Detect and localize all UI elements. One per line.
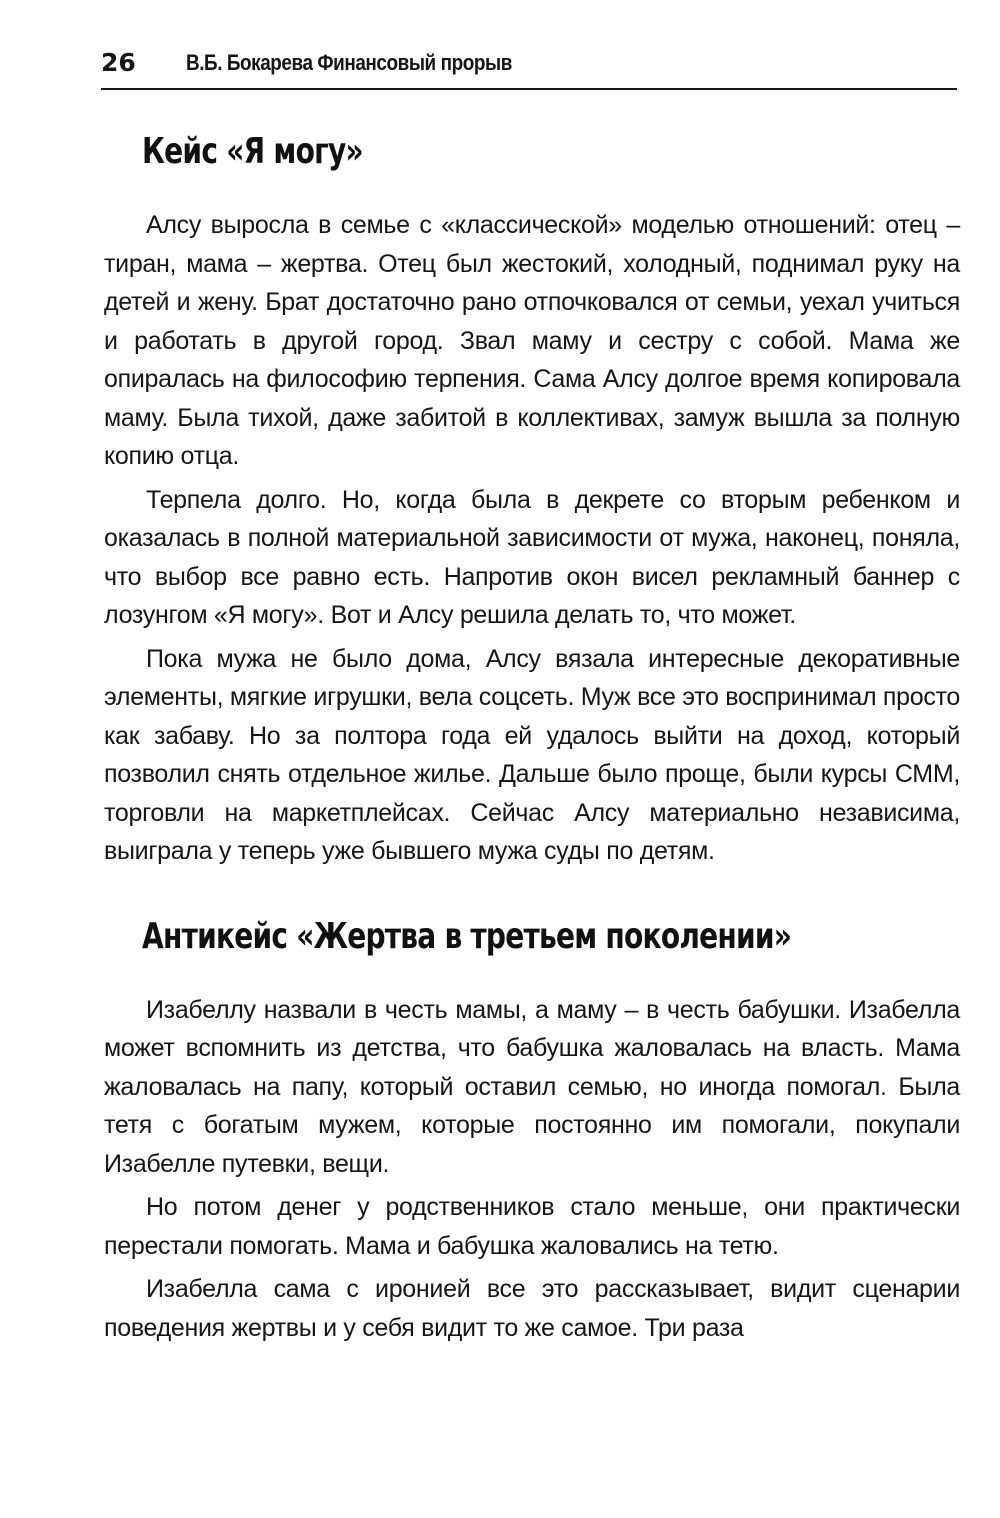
paragraph: Но потом денег у родственников стало меньше, они практически перестали помогать. Мама и бабушка жаловались на тетю. — [104, 1193, 960, 1260]
section-case-i-can — [104, 130, 960, 871]
paragraph: Пока мужа не было дома, Алсу вязала интересные декоративные элементы, мягкие игрушки, вела соцсеть. Муж все это воспринимал просто как забаву. Но за полтора года ей удалось выйти на доход, который позволил снять отдельное жилье. Дальше было проще, были курсы СММ, торговли на маркетплейсах. Сейчас Алсу материально независима, выиграла у теперь уже бывшего мужа суды по детям. — [104, 644, 960, 865]
section-anticase-victim — [104, 915, 960, 1348]
page-number: 26 — [101, 48, 136, 77]
section-heading: Антикейс «Жертва в третьем поколении» — [142, 915, 792, 957]
paragraph: Изабелла сама с иронией все это рассказывает, видит сценарии поведения жертвы и у себя видит то же самое. Три раза — [104, 1275, 960, 1342]
running-title: В.Б. Бокарева Финансовый прорыв — [185, 50, 512, 75]
paragraph: Алсу выросла в семье с «классической» моделью отношений: отец – тиран, мама – жертва. Отец был жестокий, холодный, поднимал руку на детей и жену. Брат достаточно рано отпочковался от семьи, уехал учиться и работать в другой город. Звал маму и сестру с собой. Мама же опиралась на философию терпения. Сама Алсу долгое время копировала маму. Была тихой, даже забитой в коллективах, замуж вышла за полную копию отца. — [104, 211, 960, 470]
page-content — [104, 130, 960, 1352]
paragraph: Терпела долго. Но, когда была в декрете со вторым ребенком и оказалась в полной материальной зависимости от мужа, наконец, поняла, что выбор все равно есть. Напротив окон висел рекламный баннер с лозунгом «Я могу». Вот и Алсу решила делать то, что может. — [104, 485, 960, 629]
section-heading: Кейс «Я могу» — [142, 131, 363, 172]
running-head — [101, 48, 957, 90]
paragraph: Изабеллу назвали в честь мамы, а маму – в честь бабушки. Изабелла может вспомнить из детства, что бабушка жаловалась на власть. Мама жаловалась на папу, который оставил семью, но иногда помогал. Была тетя с богатым мужем, которые постоянно им помогали, покупали Изабелле путевки, вещи. — [104, 995, 960, 1178]
